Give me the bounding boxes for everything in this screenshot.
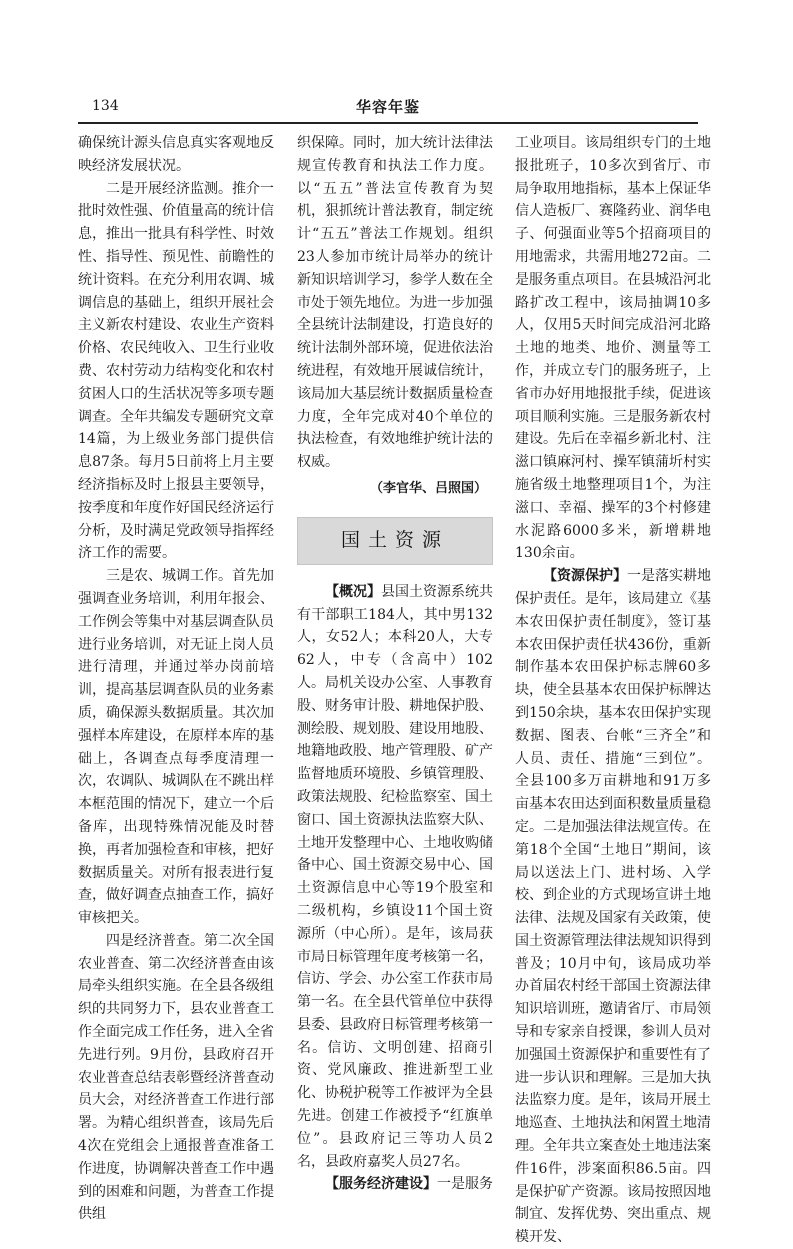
page-number: 134: [92, 98, 119, 114]
overview-label: 【概况】: [325, 583, 381, 600]
overview-text: 县国土资源系统共有干部职工184人，其中男132人，女52人；本科20人，大专62人，中专（含高中）102人。局机关设办公室、人事教育股、财务审计股、耕地保护股、测绘股、规划股、建设用地股、地籍地政股、地产管理股、矿产监督地质环境股、乡镇管理股、政策法规股、纪检监察室、国土窗口、国土资源执法监察大队、土地开发整理中心、土地收购储备中心、国土资源交易中心、国土资源信息中心等19个股室和二级机构，乡镇设11个国土资源所（中心所）。是年，该局获市局日标管理年度考核第一名，信访、学会、办公室工作获市局第一名。在全县代管单位中获得县委、县政府日标管理考核第一名。信访、文明创建、招商引资、党风廉政、推进新型工业化、协税护税等工作被评为全县先进。创建工作被授予“红旗单位”。县政府记三等功人员2名，县政府嘉奖人员27名。: [297, 583, 493, 1170]
economic-service-text: 一是服务: [437, 1176, 493, 1193]
text-column-3: [515, 132, 711, 1249]
paragraph: 织保障。同时，加大统计法律法规宣传教育和执法工作力度。以“五五”普法宣传教育为契机，狠抓统计普法教育，制定统计“五五”普法工作规划。组织23人参加市统计局举办的统计新知识培训学习，参学人数在全市处于领先地位。为进一步加强全县统计法制建设，打造良好的统计法制外部环境，促进依法治统进程，有效地开展诚信统计，该局加大基层统计数据质量检查力度，全年完成对40个单位的执法检查，有效地维护统计法的权威。: [297, 135, 493, 471]
paragraph-economic-service: [297, 1173, 493, 1196]
page-header: [78, 92, 698, 124]
economic-service-label: 【服务经济建设】: [325, 1176, 437, 1193]
text-column-1: [78, 132, 274, 1226]
paragraph-overview: [297, 581, 493, 1174]
resource-protection-label: 【资源保护】: [543, 568, 627, 585]
author-signature: （李官华、吕照国）: [369, 480, 487, 496]
paragraph: 工业项目。该局组织专门的土地报批班子，10多次到省厅、市局争取用地指标，基本上保证华信人造板厂、赛隆药业、润华电子、何强面业等5个招商项目的用地需求，共需用地272亩。二是服务重点项目。在县城沿河北路扩改工程中，该局抽调10多人，仅用5天时间完成沿河北路土地的地类、地价、测量等工作，并成立专门的服务班子，上省市办好用地报批手续，促进该项目顺利实施。三是服务新农村建设。先后在幸福乡新北村、注滋口镇麻河村、操军镇蒲圻村实施省级土地整理项目1个，为注滋口、幸福、操军的3个村修建水泥路6000多米，新增耕地130余亩。: [515, 135, 711, 562]
paragraph-resource-protection: [515, 565, 711, 1249]
paragraph: 三是农、城调工作。首先加强调查业务培训，利用年报会、工作例会等集中对基层调查队员进行业务培训，对无证上岗人员进行清理，并通过举办岗前培训，提高基层调查队员的业务素质，确保源头数据质量。其次加强样本库建设，在原样本库的基础上，各调查点每季度清理一次，农调队、城调队在不跳出样本框范围的情况下，建立一个后备库，出现特殊情况能及时替换，再者加强检查和审核，把好数据质量关。对所有报表进行复查，做好调查点抽查工作，搞好审核把关。: [78, 568, 274, 927]
paragraph: 四是经济普查。第二次全国农业普查、第二次经济普查由该局牵头组织实施。在全县各级组织的共同努力下，县农业普查工作全面完成工作任务，进入全省先进行列。9月份，县政府召开农业普查总结表彰暨经济普查动员大会，对经济普查工作进行部署。为精心组织普查，该局先后4次在党组会上通报普查准备工作进度，协调解决普查工作中遇到的困难和问题，为普查工作提供组: [78, 932, 274, 1223]
book-title: 华容年鉴: [355, 98, 420, 116]
paragraph: 确保统计源头信息真实客观地反映经济发展状况。: [78, 135, 274, 174]
section-heading-box: [297, 517, 493, 565]
section-title: 国土资源: [340, 529, 449, 552]
resource-protection-text: 一是落实耕地保护责任。是年，该局建立《基本农田保护责任制度》，签订基本农田保护责任状436份，重新制作基本农田保护标志牌60多块，使全县基本农田保护标牌达到150余块，基本农田保护实现数据、图表、台帐“三齐全”和人员、责任、措施“三到位”。全县100多万亩耕地和91万多亩基本农田达到面积数量质量稳定。二是加强法律法规宣传。在第18个全国“土地日”期间，该局以送法上门、进村场、入学校、到企业的方式现场宣讲土地法律、法规及国家有关政策，使国土资源管理法律法规知识得到普及；10月中旬，该局成功举办首届农村经干部国土资源法律知识培训班，邀请省厅、市局领导和专家亲自授课，参训人员对加强国土资源保护和重要性有了进一步认识和理解。三是加大执法监察力度。是年，该局开展土地巡查、土地执法和闲置土地清理。全年共立案查处土地违法案件16件，涉案面积86.5亩。四是保护矿产资源。该局按照因地制宜、发挥优势、突出重点、规模开发、: [515, 568, 711, 1246]
paragraph: 二是开展经济监测。推介一批时效性强、价值量高的统计信息，推出一批具有科学性、时效性、指导性、预见性、前瞻性的统计资料。在充分利用农调、城调信息的基础上，组织开展社会主义新农村建设、农业生产资料价格、农民纯收入、卫生行业收费、农村劳动力结构变化和农村贫困人口的生活状况等多项专题调查。全年共编发专题研究文章14篇，为上级业务部门提供信息87条。每月5日前将上月主要经济指标及时上报县主要领导，按季度和年度作好国民经济运行分析，及时满足党政领导指挥经济工作的需要。: [78, 180, 274, 562]
text-column-2: [297, 132, 493, 1196]
